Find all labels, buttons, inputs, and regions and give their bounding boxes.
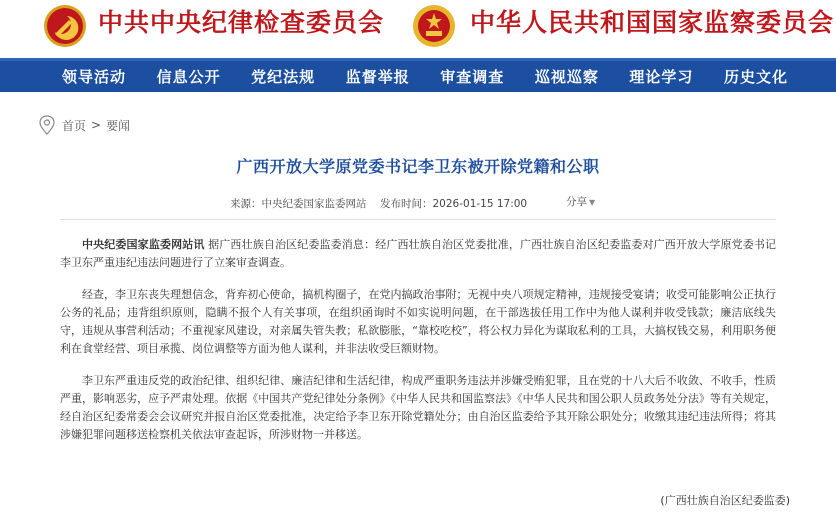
location-pin-icon <box>38 115 56 135</box>
breadcrumb-separator: > <box>91 118 102 132</box>
nav-item-investigation[interactable]: 审查调查 <box>440 68 505 86</box>
chevron-down-icon: ▼ <box>589 198 596 207</box>
paragraph-text: 据广西壮族自治区纪委监委消息：经广西壮族自治区党委批准，广西壮族自治区纪委监委对广西开放大学原党委书记李卫东严重违纪违法问题进行了立案审查调查。 <box>60 238 777 269</box>
meta-divider <box>60 219 776 220</box>
article-source: 来源：中央纪委国家监委网站 <box>230 198 367 210</box>
article-paragraph: 经查，李卫东丧失理想信念，背弃初心使命，搞机构圈子，在党内搞政治事附；无视中央八项规定精神，违规接受宴请；收受可能影响公正执行公务的礼品；违背组织原则，隐瞒不报个人有关事项，在组织函询时不如实说明问题，在干部选拔任用工作中为他人谋利并收受钱款；廉洁底线失守，违规从事营利活动；不重视家风建设，对亲属失管失教；私欲膨胀，“靠校吃校”，将公权力异化为谋取私利的工具，大搞权钱交易，利用职务便利在食堂经营、项目承揽、岗位调整等方面为他人谋利，并非法收受巨额财物。 <box>60 288 776 355</box>
national-emblem-icon <box>412 4 456 48</box>
article-paragraph <box>60 236 776 272</box>
article-title: 广西开放大学原党委书记李卫东被开除党籍和公职 <box>236 157 600 176</box>
breadcrumb-current[interactable]: 要闻 <box>106 118 131 133</box>
nav-item-leadership[interactable]: 领导活动 <box>62 68 127 86</box>
article-time: 发布时间：2026-01-15 17:00 <box>380 198 528 210</box>
breadcrumb <box>38 115 130 135</box>
nav-item-inspection[interactable]: 巡视巡察 <box>534 68 599 86</box>
header-title-nsc: 中华人民共和国国家监察委员会 <box>470 8 835 37</box>
article-body <box>60 236 776 458</box>
nav-item-theory[interactable]: 理论学习 <box>629 68 694 86</box>
nav-item-info-disclosure[interactable]: 信息公开 <box>156 68 221 86</box>
share-label: 分享 <box>566 196 587 208</box>
lead-source: 中央纪委国家监委网站讯 <box>82 238 205 251</box>
article-byline: (广西壮族自治区纪委监委) <box>660 494 790 507</box>
article-paragraph: 李卫东严重违反党的政治纪律、组织纪律、廉洁纪律和生活纪律，构成严重职务违法并涉嫌受贿犯罪，且在党的十八大后不收敛、不收手，性质严重，影响恶劣，应予严肃处理。依据《中国共产党纪律处分条例》《中华人民共和国监察法》《中华人民共和国公职人员政务处分法》等有关规定，经自治区纪委常委会会议研究并报自治区党委批准，决定给予李卫东开除党籍处分；由自治区监委给予其开除公职处分；收缴其违纪违法所得；将其涉嫌犯罪问题移送检察机关依法审查起诉，所涉财物一并移送。 <box>60 374 776 441</box>
nav-item-party-regulations[interactable]: 党纪法规 <box>251 68 316 86</box>
nav-item-report[interactable]: 监督举报 <box>345 68 410 86</box>
site-header <box>0 0 836 58</box>
main-nav <box>0 58 836 92</box>
breadcrumb-home[interactable]: 首页 <box>62 118 87 133</box>
party-emblem-icon <box>43 4 87 48</box>
share-button[interactable] <box>566 194 595 209</box>
header-title-cpc: 中共中央纪律检查委员会 <box>98 8 385 37</box>
nav-item-history[interactable]: 历史文化 <box>723 68 788 86</box>
